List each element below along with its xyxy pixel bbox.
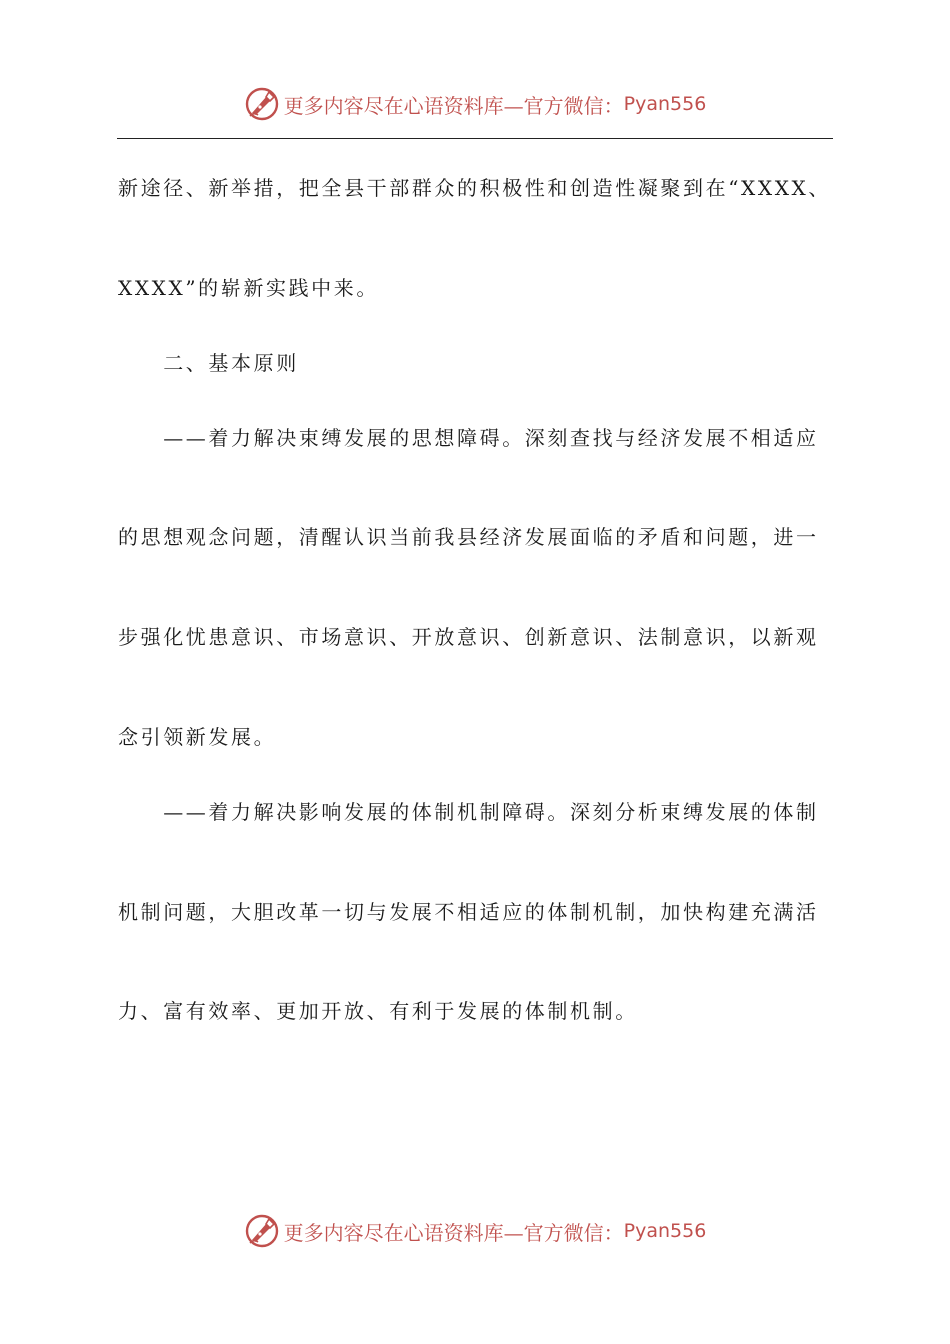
body-line: 机制问题，大胆改革一切与发展不相适应的体制机制，加快构建充满活 (118, 900, 819, 924)
body-line: 念引领新发展。 (118, 725, 277, 749)
pen-nib-logo-icon (244, 86, 280, 122)
body-line: ——着力解决束缚发展的思想障碍。深刻查找与经济发展不相适应 (118, 426, 819, 450)
body-line: XXXX”的崭新实践中来。 (118, 276, 379, 300)
header-brand (0, 84, 950, 124)
header-divider (117, 138, 833, 139)
body-line: 的思想观念问题，清醒认识当前我县经济发展面临的矛盾和问题，进一 (118, 525, 819, 549)
footer-brand (0, 1211, 950, 1251)
wechat-id: Pyan556 (623, 1220, 707, 1242)
pen-nib-logo-icon (244, 1213, 280, 1249)
section-heading: 二、基本原则 (118, 351, 299, 375)
brand-text: 更多内容尽在心语资料库—官方微信： (283, 1220, 624, 1245)
wechat-id: Pyan556 (623, 93, 707, 115)
body-line: 力、富有效率、更加开放、有利于发展的体制机制。 (118, 999, 638, 1023)
brand-text: 更多内容尽在心语资料库—官方微信： (283, 93, 624, 118)
body-line: ——着力解决影响发展的体制机制障碍。深刻分析束缚发展的体制 (118, 800, 819, 824)
body-line: 步强化忧患意识、市场意识、开放意识、创新意识、法制意识，以新观 (118, 625, 819, 649)
body-line: 新途径、新举措，把全县干部群众的积极性和创造性凝聚到在“XXXX、 (118, 176, 831, 200)
